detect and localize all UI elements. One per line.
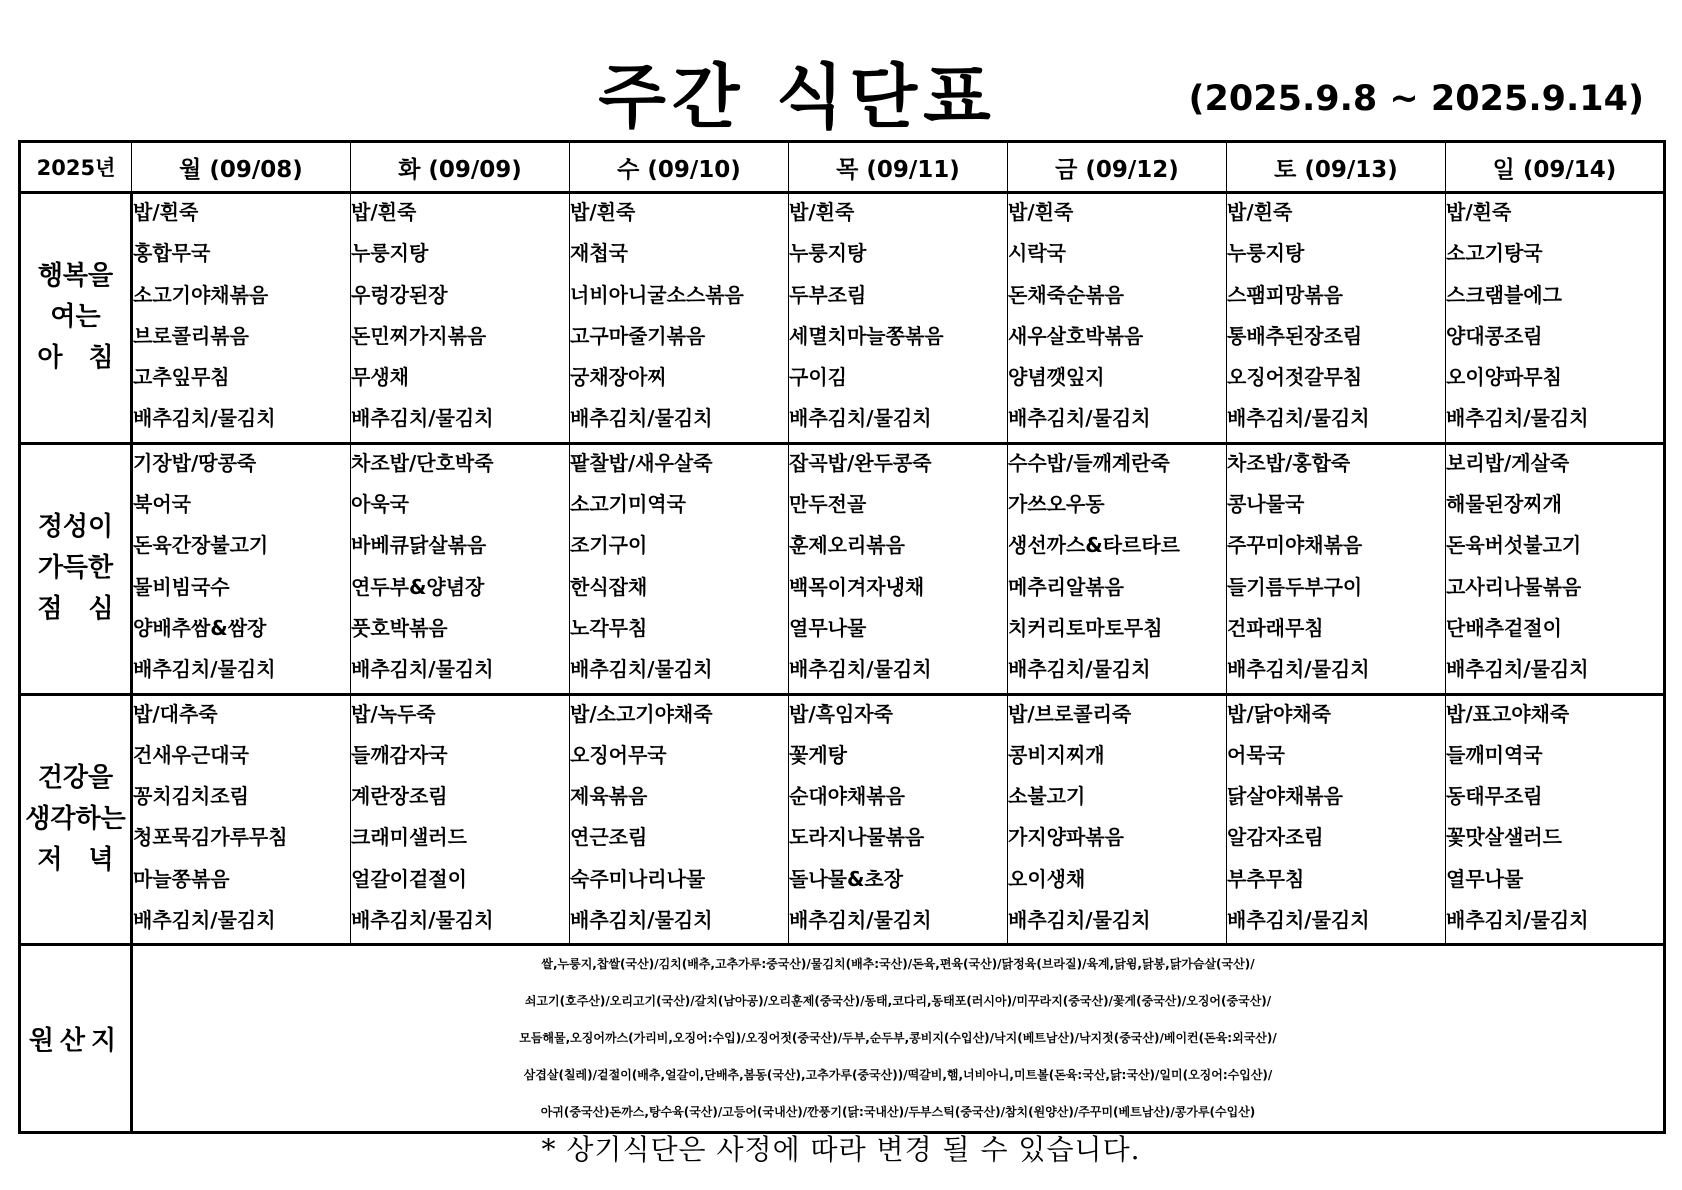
origin-line: 아귀(중국산)돈까스,탕수육(국산)/고등어(국내산)/깐풍기(닭:국내산)/두부스틱(중국산)/참치(원양산)/주꾸미(베트남산)/콩가루(수입산) — [540, 1105, 1256, 1120]
menu-item: 한식잡채 — [570, 574, 648, 599]
lunch-row — [20, 443, 1665, 694]
menu-item: 들깨감자국 — [351, 742, 448, 767]
menu-item: 배추김치/물김치 — [1227, 406, 1370, 431]
menu-item: 배추김치/물김치 — [1446, 908, 1589, 933]
lunch-sat-cell — [1227, 443, 1446, 694]
date-range: (2025.9.8 ~ 2025.9.14) — [1188, 79, 1644, 119]
menu-item: 순대야채볶음 — [789, 784, 905, 809]
menu-item: 배추김치/물김치 — [1227, 657, 1370, 682]
menu-item: 배추김치/물김치 — [789, 908, 932, 933]
menu-item: 세멸치마늘쫑볶음 — [789, 323, 944, 348]
menu-item: 연두부&양념장 — [351, 574, 485, 599]
menu-item: 콩나물국 — [1227, 492, 1305, 517]
meal-label-line: 생각하는 — [25, 803, 126, 834]
meal-label-line: 여는 — [50, 302, 101, 333]
menu-item: 단배추겉절이 — [1446, 615, 1562, 640]
menu-item: 백목이겨자냉채 — [789, 574, 925, 599]
menu-item: 소고기야채볶음 — [133, 282, 269, 307]
menu-item: 고구마줄기볶음 — [570, 323, 706, 348]
menu-item: 마늘쫑볶음 — [133, 866, 230, 891]
menu-item: 밥/흰죽 — [1227, 200, 1293, 224]
day-header-mon: 월 (09/08) — [132, 142, 351, 193]
dinner-row — [20, 694, 1665, 945]
menu-item: 보리밥/게살죽 — [1446, 450, 1570, 475]
menu-item: 밥/브로콜리죽 — [1008, 701, 1132, 726]
meal-label-line: 저 녁 — [37, 844, 114, 875]
menu-item: 주꾸미야채볶음 — [1227, 533, 1363, 558]
menu-item: 밥/녹두죽 — [351, 701, 436, 726]
menu-item: 알감자조림 — [1227, 825, 1324, 850]
menu-item: 건파래무침 — [1227, 615, 1324, 640]
menu-item: 청포묵김가루무침 — [133, 825, 288, 850]
menu-item: 오이생채 — [1008, 866, 1086, 891]
menu-item: 배추김치/물김치 — [570, 908, 713, 933]
menu-item: 누룽지탕 — [789, 241, 867, 266]
menu-item: 고사리나물볶음 — [1446, 574, 1582, 599]
menu-item: 소고기탕국 — [1446, 241, 1543, 266]
breakfast-thu-cell — [789, 193, 1008, 444]
dinner-mon-cell — [132, 694, 351, 945]
menu-item: 돈육버섯불고기 — [1446, 533, 1582, 558]
menu-item: 북어국 — [133, 492, 191, 517]
menu-item: 돌나물&초장 — [789, 866, 904, 891]
dinner-sat-cell — [1227, 694, 1446, 945]
menu-item: 얼갈이겉절이 — [351, 866, 467, 891]
menu-item: 수수밥/들깨계란죽 — [1008, 450, 1170, 475]
header-row — [20, 142, 1665, 193]
menu-item: 새우살호박볶음 — [1008, 323, 1144, 348]
menu-item: 밥/흰죽 — [133, 200, 199, 224]
breakfast-sat-cell — [1227, 193, 1446, 444]
menu-item: 고추잎무침 — [133, 365, 230, 390]
day-header-thu: 목 (09/11) — [789, 142, 1008, 193]
menu-item: 숙주미나리나물 — [570, 866, 706, 891]
menu-item: 배추김치/물김치 — [570, 406, 713, 431]
menu-item: 잡곡밥/완두콩죽 — [789, 450, 932, 475]
year-header: 2025년 — [20, 142, 132, 193]
menu-item: 밥/대추죽 — [133, 701, 218, 726]
meal-label-line: 정성이 — [37, 512, 114, 543]
menu-item: 배추김치/물김치 — [789, 406, 932, 431]
menu-item: 밥/흰죽 — [570, 200, 636, 224]
menu-item: 무생채 — [351, 365, 409, 390]
menu-item: 풋호박볶음 — [351, 615, 448, 640]
menu-item: 누룽지탕 — [1227, 241, 1305, 266]
dinner-label — [20, 694, 132, 945]
menu-item: 배추김치/물김치 — [570, 657, 713, 682]
menu-item: 가지양파볶음 — [1008, 825, 1124, 850]
menu-item: 들깨미역국 — [1446, 742, 1543, 767]
menu-item: 밥/흰죽 — [1008, 200, 1074, 224]
page-title: 주간 식단표 — [598, 56, 997, 138]
origin-line: 삼겹살(칠레)/겉절이(배추,얼갈이,단배추,봄동(국산),고추가루(중국산))/떡갈비,햄,너비아니,미트볼(돈육:국산,닭:국산)/일미(오징어:수입산)/ — [523, 1068, 1273, 1083]
menu-item: 양대콩조림 — [1446, 323, 1543, 348]
menu-item: 콩비지찌개 — [1008, 742, 1105, 767]
menu-item: 배추김치/물김치 — [1008, 657, 1151, 682]
breakfast-row — [20, 193, 1665, 444]
breakfast-fri-cell — [1008, 193, 1227, 444]
menu-item: 계란장조림 — [351, 784, 448, 809]
menu-item: 스팸피망볶음 — [1227, 282, 1343, 307]
meal-label-line: 건강을 — [37, 762, 114, 793]
menu-item: 밥/표고야채죽 — [1446, 701, 1570, 726]
menu-item: 동태무조림 — [1446, 784, 1543, 809]
menu-item: 두부조림 — [789, 282, 867, 307]
menu-item: 배추김치/물김치 — [351, 657, 494, 682]
origin-line: 쇠고기(호주산)/오리고기(국산)/갈치(남아공)/오리훈제(중국산)/동태,코다리,동태포(러시아)/미꾸라지(중국산)/꽃게(중국산)/오징어(중국산)/ — [524, 994, 1272, 1009]
menu-item: 해물된장찌개 — [1446, 492, 1562, 517]
weekly-menu-table — [18, 140, 1666, 1134]
dinner-fri-cell — [1008, 694, 1227, 945]
menu-item: 우렁강된장 — [351, 282, 448, 307]
menu-item: 팥찰밥/새우살죽 — [570, 450, 713, 475]
menu-item: 밥/흑임자죽 — [789, 701, 893, 726]
menu-item: 조기구이 — [570, 533, 648, 558]
lunch-label — [20, 443, 132, 694]
menu-item: 노각무침 — [570, 615, 648, 640]
menu-item: 오징어무국 — [570, 742, 667, 767]
menu-item: 배추김치/물김치 — [1008, 406, 1151, 431]
origin-row — [20, 945, 1665, 1133]
menu-item: 차조밥/홍합죽 — [1227, 450, 1351, 475]
menu-item: 기장밥/땅콩죽 — [133, 450, 257, 475]
origin-label: 원산지 — [20, 945, 132, 1133]
menu-item: 소불고기 — [1008, 784, 1086, 809]
menu-item: 구이김 — [789, 365, 847, 390]
menu-item: 궁채장아찌 — [570, 365, 667, 390]
menu-item: 브로콜리볶음 — [133, 323, 249, 348]
menu-item: 밥/닭야채죽 — [1227, 701, 1331, 726]
menu-item: 연근조림 — [570, 825, 648, 850]
meal-label-line: 아 침 — [37, 343, 114, 374]
day-header-sat: 토 (09/13) — [1227, 142, 1446, 193]
menu-item: 열무나물 — [789, 615, 867, 640]
menu-item: 양배추쌈&쌈장 — [133, 615, 267, 640]
menu-item: 오징어젓갈무침 — [1227, 365, 1363, 390]
menu-item: 너비아니굴소스볶음 — [570, 282, 744, 307]
menu-item: 누룽지탕 — [351, 241, 429, 266]
menu-item: 어묵국 — [1227, 742, 1285, 767]
menu-item: 물비빔국수 — [133, 574, 230, 599]
lunch-tue-cell — [351, 443, 570, 694]
meal-label-line: 행복을 — [37, 261, 114, 292]
menu-item: 배추김치/물김치 — [1446, 657, 1589, 682]
meal-label-line: 가득한 — [37, 553, 114, 584]
menu-item: 배추김치/물김치 — [133, 406, 276, 431]
menu-item: 통배추된장조림 — [1227, 323, 1363, 348]
menu-item: 생선까스&타르타르 — [1008, 533, 1181, 558]
menu-item: 열무나물 — [1446, 866, 1524, 891]
dinner-tue-cell — [351, 694, 570, 945]
origin-line: 모듬해물,오징어까스(가리비,오징어:수입)/오징어젓(중국산)/두부,순두부,콩비지(수입산)/낙지(베트남산)/낙지젓(중국산)/베이컨(돈육:외국산)/ — [519, 1031, 1277, 1046]
menu-item: 가쓰오우동 — [1008, 492, 1105, 517]
menu-item: 건새우근대국 — [133, 742, 249, 767]
menu-item: 시락국 — [1008, 241, 1066, 266]
lunch-mon-cell — [132, 443, 351, 694]
breakfast-tue-cell — [351, 193, 570, 444]
menu-item: 꽃맛살샐러드 — [1446, 825, 1562, 850]
menu-item: 바베큐닭살볶음 — [351, 533, 487, 558]
dinner-wed-cell — [570, 694, 789, 945]
menu-item: 크래미샐러드 — [351, 825, 467, 850]
menu-item: 배추김치/물김치 — [1008, 908, 1151, 933]
lunch-thu-cell — [789, 443, 1008, 694]
menu-item: 배추김치/물김치 — [351, 908, 494, 933]
menu-item: 배추김치/물김치 — [1446, 406, 1589, 431]
menu-item: 밥/흰죽 — [789, 200, 855, 224]
menu-item: 밥/소고기야채죽 — [570, 701, 713, 726]
menu-item: 돈육간장불고기 — [133, 533, 269, 558]
day-header-wed: 수 (09/10) — [570, 142, 789, 193]
menu-item: 만두전골 — [789, 492, 867, 517]
day-header-tue: 화 (09/09) — [351, 142, 570, 193]
menu-item: 배추김치/물김치 — [789, 657, 932, 682]
menu-item: 배추김치/물김치 — [133, 657, 276, 682]
menu-item: 차조밥/단호박죽 — [351, 450, 494, 475]
menu-item: 오이양파무침 — [1446, 365, 1562, 390]
breakfast-mon-cell — [132, 193, 351, 444]
menu-item: 꽁치김치조림 — [133, 784, 249, 809]
menu-item: 밥/흰죽 — [1446, 200, 1512, 224]
menu-item: 돈채죽순볶음 — [1008, 282, 1124, 307]
menu-item: 홍합무국 — [133, 241, 211, 266]
dinner-thu-cell — [789, 694, 1008, 945]
origin-info — [132, 945, 1665, 1133]
menu-change-note: * 상기식단은 사정에 따라 변경 될 수 있습니다. — [541, 1133, 1141, 1166]
dinner-sun-cell — [1446, 694, 1665, 945]
menu-item: 부추무침 — [1227, 866, 1305, 891]
breakfast-wed-cell — [570, 193, 789, 444]
day-header-sun: 일 (09/14) — [1446, 142, 1665, 193]
menu-item: 소고기미역국 — [570, 492, 686, 517]
menu-item: 메추리알볶음 — [1008, 574, 1124, 599]
breakfast-sun-cell — [1446, 193, 1665, 444]
origin-line: 쌀,누룽지,찹쌀(국산)/김치(배추,고추가루:중국산)/물김치(배추:국산)/돈육,편육(국산)/닭정육(브라질)/육계,닭윙,닭봉,닭가슴살(국산)/ — [541, 957, 1255, 972]
menu-item: 재첩국 — [570, 241, 628, 266]
menu-item: 훈제오리볶음 — [789, 533, 905, 558]
menu-item: 제육볶음 — [570, 784, 648, 809]
breakfast-label — [20, 193, 132, 444]
day-header-fri: 금 (09/12) — [1008, 142, 1227, 193]
menu-item: 양념깻잎지 — [1008, 365, 1105, 390]
menu-item: 밥/흰죽 — [351, 200, 417, 224]
lunch-fri-cell — [1008, 443, 1227, 694]
menu-item: 들기름두부구이 — [1227, 574, 1363, 599]
menu-item: 꽃게탕 — [789, 742, 847, 767]
menu-item: 치커리토마토무침 — [1008, 615, 1163, 640]
menu-item: 아욱국 — [351, 492, 409, 517]
meal-label-line: 점 심 — [37, 594, 114, 625]
menu-item: 도라지나물볶음 — [789, 825, 925, 850]
menu-item: 배추김치/물김치 — [133, 908, 276, 933]
menu-item: 닭살야채볶음 — [1227, 784, 1343, 809]
lunch-sun-cell — [1446, 443, 1665, 694]
menu-item: 스크램블에그 — [1446, 282, 1562, 307]
menu-item: 배추김치/물김치 — [351, 406, 494, 431]
menu-item: 배추김치/물김치 — [1227, 908, 1370, 933]
lunch-wed-cell — [570, 443, 789, 694]
menu-item: 돈민찌가지볶음 — [351, 323, 487, 348]
